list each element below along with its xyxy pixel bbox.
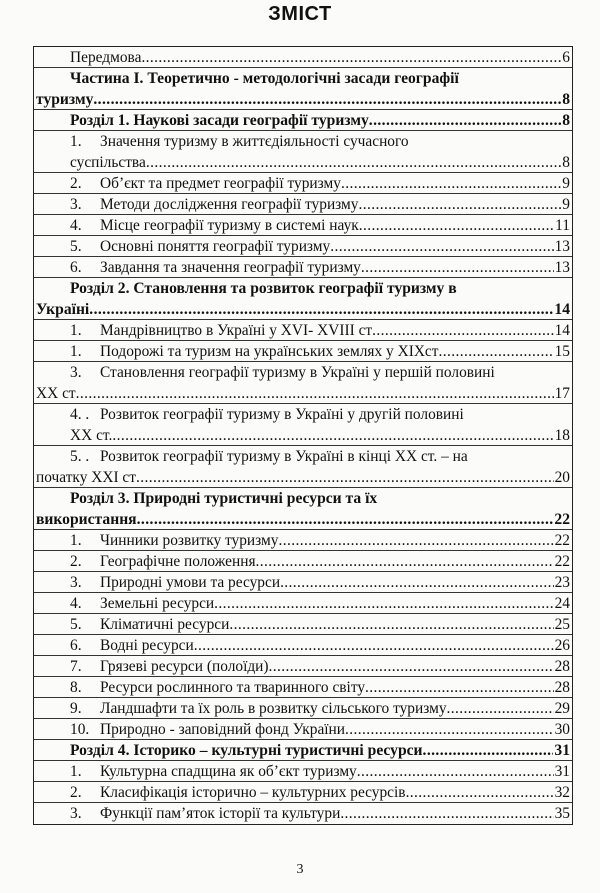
toc-line xyxy=(70,173,570,194)
dot-leader xyxy=(93,89,561,110)
toc-entry xyxy=(34,257,572,278)
dot-leader xyxy=(357,761,554,782)
toc-line xyxy=(70,320,570,341)
page-ref: 32 xyxy=(554,784,570,801)
heading-text-line2: використання xyxy=(36,511,137,528)
toc-line xyxy=(70,110,570,131)
toc-entry xyxy=(34,530,572,551)
toc-entry xyxy=(34,446,572,488)
entry-title xyxy=(70,47,141,68)
entry-text: Завдання та значення географії туризму xyxy=(100,259,361,276)
toc-line xyxy=(70,614,570,635)
section-heading xyxy=(34,278,572,320)
toc-line xyxy=(70,782,570,803)
page-ref: 31 xyxy=(554,742,570,759)
entry-title xyxy=(70,635,194,656)
page-ref: 18 xyxy=(554,427,570,444)
entry-text: Становлення географії туризму в Україні у першій половині xyxy=(100,364,495,381)
entry-number: 4. xyxy=(70,217,82,234)
page-ref: 14 xyxy=(554,322,570,339)
entry-title xyxy=(70,803,340,824)
page-ref: 25 xyxy=(554,616,570,633)
page-ref: 9 xyxy=(562,175,570,192)
dot-leader xyxy=(278,530,553,551)
page-ref: 8 xyxy=(562,91,570,108)
entry-number: 1. xyxy=(70,532,82,549)
entry-title xyxy=(70,572,280,593)
entry-text: Ресурси рослинного та тваринного світу xyxy=(100,679,366,696)
toc-line xyxy=(70,236,570,257)
toc-line xyxy=(70,677,570,698)
entry-number: 2. xyxy=(70,553,82,570)
entry-title xyxy=(70,530,278,551)
toc-line xyxy=(36,509,570,530)
entry-title xyxy=(70,656,269,677)
page-ref: 15 xyxy=(554,343,570,360)
entry-number: 8. xyxy=(70,679,82,696)
page-ref: 8 xyxy=(562,112,570,129)
dot-leader xyxy=(365,677,554,698)
entry-number: 1. xyxy=(70,763,82,780)
dot-leader xyxy=(439,341,554,362)
toc-line xyxy=(70,593,570,614)
dot-leader xyxy=(341,173,561,194)
dot-leader xyxy=(447,698,554,719)
dot-leader xyxy=(423,740,554,761)
entry-number: 3. xyxy=(70,196,82,213)
dot-leader xyxy=(406,782,554,803)
toc-entry xyxy=(34,236,572,257)
dot-leader xyxy=(214,593,553,614)
toc-line xyxy=(70,530,570,551)
section-heading xyxy=(34,488,572,530)
entry-number: 5. xyxy=(70,616,82,633)
entry-text: Місце географії туризму в системі наук xyxy=(100,217,359,234)
entry-text-line2: ХХ ст xyxy=(36,385,76,402)
toc-entry xyxy=(34,215,572,236)
entry-text: Розвиток географії туризму в Україні в кінці ХХ ст. – на xyxy=(100,448,468,465)
toc-entry xyxy=(34,782,572,803)
page-ref: 11 xyxy=(555,217,570,234)
page-title: ЗМІСТ xyxy=(268,3,332,25)
heading-text: Розділ 1. Наукові засади географії туризму xyxy=(70,112,369,129)
dot-leader xyxy=(345,719,554,740)
page-ref: 20 xyxy=(554,469,570,486)
toc-entry xyxy=(34,614,572,635)
heading-text-line1: Розділ 3. Природні туристичні ресурси та їх xyxy=(70,490,378,507)
heading-text-line2: Україні xyxy=(36,301,90,318)
heading-text-line1: Частина І. Теоретично - методологічні засади географії xyxy=(70,70,459,87)
entry-title xyxy=(70,782,406,803)
dot-leader xyxy=(358,194,561,215)
entry-text: Функції пам’яток історії та культури xyxy=(100,805,341,822)
entry-text: Розвиток географії туризму в Україні у другій половині xyxy=(100,406,464,423)
dot-leader xyxy=(359,215,554,236)
toc-entry xyxy=(34,593,572,614)
page-ref: 24 xyxy=(554,595,570,612)
toc-entry xyxy=(34,635,572,656)
entry-text: Грязеві ресурси (полоїди) xyxy=(100,658,269,675)
toc-line xyxy=(70,803,570,824)
section-heading xyxy=(34,68,572,110)
entry-text: Основні поняття географії туризму xyxy=(100,238,331,255)
dot-leader xyxy=(256,551,554,572)
toc-entry xyxy=(34,362,572,404)
entry-number: 10. xyxy=(70,721,90,738)
entry-text: Значення туризму в життєдіяльності сучасного xyxy=(100,133,409,150)
entry-number: 3. xyxy=(70,805,82,822)
page-ref: 35 xyxy=(554,805,570,822)
page-ref: 28 xyxy=(554,679,570,696)
toc-entry xyxy=(34,803,572,824)
entry-number: 7. xyxy=(70,658,82,675)
heading-text-line2: туризму xyxy=(36,91,94,108)
entry-text: Подорожі та туризм на українських землях у XIXст xyxy=(100,343,439,360)
dot-leader xyxy=(146,152,561,173)
page-ref: 6 xyxy=(562,49,570,66)
toc-entry xyxy=(34,761,572,782)
toc-line xyxy=(70,257,570,278)
toc-line xyxy=(36,383,570,404)
page-ref: 14 xyxy=(554,301,570,318)
toc-entry xyxy=(34,656,572,677)
dot-leader xyxy=(269,656,554,677)
toc-line xyxy=(70,47,570,68)
entry-title xyxy=(70,551,256,572)
toc-line xyxy=(36,89,570,110)
dot-leader xyxy=(330,236,553,257)
toc-line xyxy=(36,299,570,320)
toc-line xyxy=(70,152,570,173)
toc-line xyxy=(70,740,570,761)
dot-leader xyxy=(194,635,554,656)
entry-text: Природно - заповідний фонд України xyxy=(100,721,346,738)
page-number: 3 xyxy=(296,862,304,877)
entry-number: 3. xyxy=(70,364,82,381)
entry-number: 5. . xyxy=(70,448,90,465)
entry-number: 5. xyxy=(70,238,82,255)
entry-title xyxy=(70,614,229,635)
page-ref: 31 xyxy=(554,763,570,780)
entry-title xyxy=(70,236,330,257)
toc-entry xyxy=(34,677,572,698)
entry-text: Класифікація історично – культурних ресурсів xyxy=(100,784,406,801)
toc-entry xyxy=(34,47,572,68)
entry-text: Ландшафти та їх роль в розвитку сільського туризму xyxy=(100,700,447,717)
entry-title xyxy=(70,677,365,698)
entry-text-line1 xyxy=(70,404,570,425)
entry-number: 4. xyxy=(70,595,82,612)
entry-text-line1 xyxy=(70,131,570,152)
entry-number: 2. xyxy=(70,784,82,801)
entry-text: Водні ресурси xyxy=(100,637,194,654)
section-heading xyxy=(34,740,572,761)
toc-entry xyxy=(34,719,572,740)
toc-line xyxy=(70,572,570,593)
toc-entry xyxy=(34,320,572,341)
entry-title xyxy=(70,320,372,341)
dot-leader xyxy=(369,110,561,131)
entry-title xyxy=(70,761,357,782)
entry-title xyxy=(70,215,359,236)
page-ref: 17 xyxy=(554,385,570,402)
page-ref: 28 xyxy=(554,658,570,675)
dot-leader xyxy=(361,257,554,278)
entry-text-line2: початку ХХІ ст xyxy=(36,469,136,486)
entry-number: 3. xyxy=(70,574,82,591)
entry-number: 6. xyxy=(70,259,82,276)
toc-entry xyxy=(34,404,572,446)
toc-entry xyxy=(34,551,572,572)
entry-title xyxy=(70,719,345,740)
heading-text-line1: Розділ 2. Становлення та розвиток географії туризму в xyxy=(70,280,457,297)
entry-text-line2: ХХ ст. xyxy=(70,427,113,444)
entry-text: Природні умови та ресурси xyxy=(100,574,281,591)
dot-leader xyxy=(229,614,553,635)
section-heading xyxy=(34,110,572,131)
page-ref: 13 xyxy=(554,259,570,276)
dot-leader xyxy=(89,299,553,320)
toc-line xyxy=(70,698,570,719)
toc-line xyxy=(70,341,570,362)
page-ref: 26 xyxy=(554,637,570,654)
dot-leader xyxy=(141,47,561,68)
toc-line xyxy=(70,635,570,656)
entry-text: Чинники розвитку туризму xyxy=(100,532,279,549)
dot-leader xyxy=(76,383,554,404)
page-ref: 23 xyxy=(554,574,570,591)
page-ref: 9 xyxy=(562,196,570,213)
toc-line xyxy=(70,425,570,446)
entry-number: 1. xyxy=(70,343,82,360)
entry-text: Кліматичні ресурси xyxy=(100,616,230,633)
dot-leader xyxy=(280,572,554,593)
toc-entry xyxy=(34,194,572,215)
toc-entry xyxy=(34,173,572,194)
page-ref: 22 xyxy=(554,511,570,528)
entry-title xyxy=(70,341,439,362)
dot-leader xyxy=(137,509,554,530)
toc-entry xyxy=(34,131,572,173)
page-ref: 13 xyxy=(554,238,570,255)
toc-line xyxy=(70,215,570,236)
entry-number: 2. xyxy=(70,175,82,192)
toc-line xyxy=(36,467,570,488)
entry-text: Передмова xyxy=(70,49,142,66)
toc-line xyxy=(70,194,570,215)
dot-leader xyxy=(136,467,554,488)
toc-entry xyxy=(34,698,572,719)
entry-text: Культурна спадщина як об’єкт туризму xyxy=(100,763,357,780)
entry-text: Методи дослідження географії туризму xyxy=(100,196,359,213)
page-ref: 29 xyxy=(554,700,570,717)
entry-number: 6. xyxy=(70,637,82,654)
page-ref: 30 xyxy=(554,721,570,738)
entry-title xyxy=(70,173,341,194)
dot-leader xyxy=(112,425,553,446)
entry-number: 9. xyxy=(70,700,82,717)
toc-line xyxy=(70,551,570,572)
entry-number: 1. xyxy=(70,322,82,339)
entry-title xyxy=(70,194,358,215)
toc-line xyxy=(70,656,570,677)
entry-text-line1 xyxy=(70,446,570,467)
heading-text: Розділ 4. Історико – культурні туристичні ресурси xyxy=(70,742,423,759)
entry-text-line1 xyxy=(70,362,570,383)
entry-title xyxy=(70,593,214,614)
entry-title xyxy=(70,698,447,719)
entry-text: Мандрівництво в Україні у XVI- XVIII ст xyxy=(100,322,373,339)
entry-title xyxy=(70,257,361,278)
toc-entry xyxy=(34,341,572,362)
entry-text-line2: суспільства xyxy=(70,154,146,171)
entry-text: Географічне положення xyxy=(100,553,256,570)
table-of-contents xyxy=(33,46,573,825)
page-ref: 8 xyxy=(562,154,570,171)
entry-number: 4. . xyxy=(70,406,90,423)
toc-line xyxy=(70,719,570,740)
dot-leader xyxy=(372,320,553,341)
toc-line xyxy=(70,761,570,782)
toc-entry xyxy=(34,572,572,593)
page-ref: 22 xyxy=(554,553,570,570)
entry-text: Об’єкт та предмет географії туризму xyxy=(100,175,341,192)
entry-number: 1. xyxy=(70,133,82,150)
entry-text: Земельні ресурси xyxy=(100,595,215,612)
page-ref: 22 xyxy=(554,532,570,549)
dot-leader xyxy=(340,803,553,824)
